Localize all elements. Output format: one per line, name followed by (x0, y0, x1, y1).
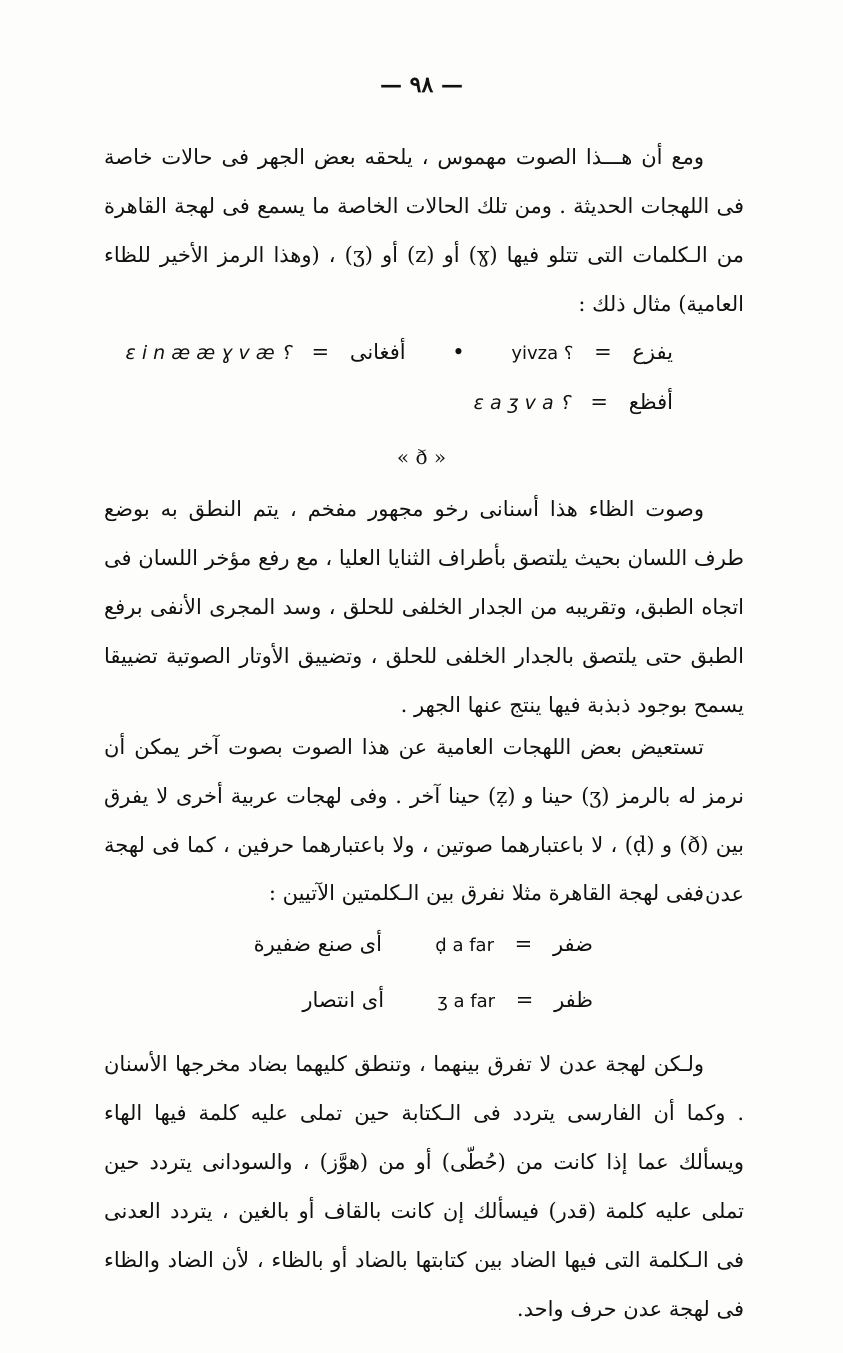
paragraph-text: ففى لهجة القاهرة مثلا نفرق بين الـكلمتين الآتيين : (268, 881, 704, 905)
equals-sign-2: = (311, 340, 330, 364)
example-word: ضفر (552, 932, 593, 956)
example-word-2: أفغانى (349, 340, 406, 364)
equals-sign: = (514, 932, 533, 956)
example-word: أفظع (628, 390, 673, 414)
page-number: — ٩٨ — (380, 72, 463, 98)
example-gloss: أى صنع ضفيرة (253, 932, 382, 956)
section-heading-symbol: « ð » (396, 445, 447, 469)
minimal-pair-row-1 (254, 922, 593, 966)
paragraph-text: ومع أن هـــذا الصوت مهموس ، يلحقه بعض الجهر فى حالات خاصة فى اللهجات الحديثة . ومن تلك الحالات الخاصة ما يسمع فى لهجة القاهرة من الـكلمات التى تتلو فيها (ɣ) أو (z) أو (ʒ) ، (وهذا الرمز الأخير للظاء العامية) مثال ذلك : (104, 145, 744, 316)
example-transcription: ḍ a far (435, 935, 494, 956)
example-transcription-2: ɛ i n æ æ ɣ v æ ؟ (125, 342, 291, 364)
example-gloss: أى انتصار (302, 988, 385, 1012)
example-row-1 (125, 330, 673, 374)
example-transcription: ɛ a ʒ v a ؟ (473, 392, 570, 414)
example-row-2 (474, 380, 673, 424)
paragraph-text: ولـكن لهجة عدن لا تفرق بينهما ، وتنطق كليهما بضاد مخرجها الأسنان . وكما أن الفارسى يتردد فى الـكتابة حين تملى عليه كلمة فيها الهاء ويسألك عما إذا كانت من (حُطّى) أو من (هوَّز) ، والسودانى يتردد حين تملى عليه كلمة (قدر) فيسألك إن كانت بالقاف أو بالغين ، يتردد العدنى فى الـكلمة التى فيها الضاد بين كتابتها بالضاد أو بالظاء ، لأن الضاد والظاء فى لهجة عدن حرف واحد. (104, 1052, 744, 1321)
paragraph-articulation (104, 485, 744, 730)
paragraph-aden-dialect (104, 1040, 744, 1334)
example-word: ظفر (554, 988, 593, 1012)
example-transcription: yivza ؟ (511, 343, 574, 364)
example-word: يفزع (632, 340, 673, 364)
equals-sign: = (590, 390, 609, 414)
paragraph-text: وصوت الظاء هذا أسنانى رخو مجهور مفخم ، يتم النطق به بوضع طرف اللسان بحيث يلتصق بأطراف الثنايا العليا ، مع رفع مؤخر اللسان فى اتجاه الطبق، وتقريبه من الجدار الخلفى للحلق ، وسد المجرى الأنفى برفع الطبق حتى يلتصق بالجدار الخلفى للحلق ، وتضييق الأوتار الصوتية تضييقا يسمح بوجود ذبذبة فيها ينتج عنها الجهر . (104, 497, 744, 717)
example-transcription: ʒ a far (437, 991, 496, 1012)
paragraph-voiced-variants (104, 133, 744, 329)
minimal-pair-row-2 (302, 978, 593, 1022)
equals-sign: = (594, 340, 612, 364)
equals-sign: = (515, 988, 534, 1012)
paragraph-text: تستعيض بعض اللهجات العامية عن هذا الصوت بصوت آخر يمكن أن نرمز له بالرمز (ʒ) حينا و (ẓ) حينا آخر . وفى لهجات عربية أخرى لا يفرق بين (ð) و (ḍ) ، لا باعتبارهما صوتين ، ولا باعتبارهما حرفين ، كما فى لهجة عدن . (104, 735, 744, 906)
paragraph-cairo-example-intro (104, 869, 744, 918)
separator-dot: • (452, 340, 465, 364)
